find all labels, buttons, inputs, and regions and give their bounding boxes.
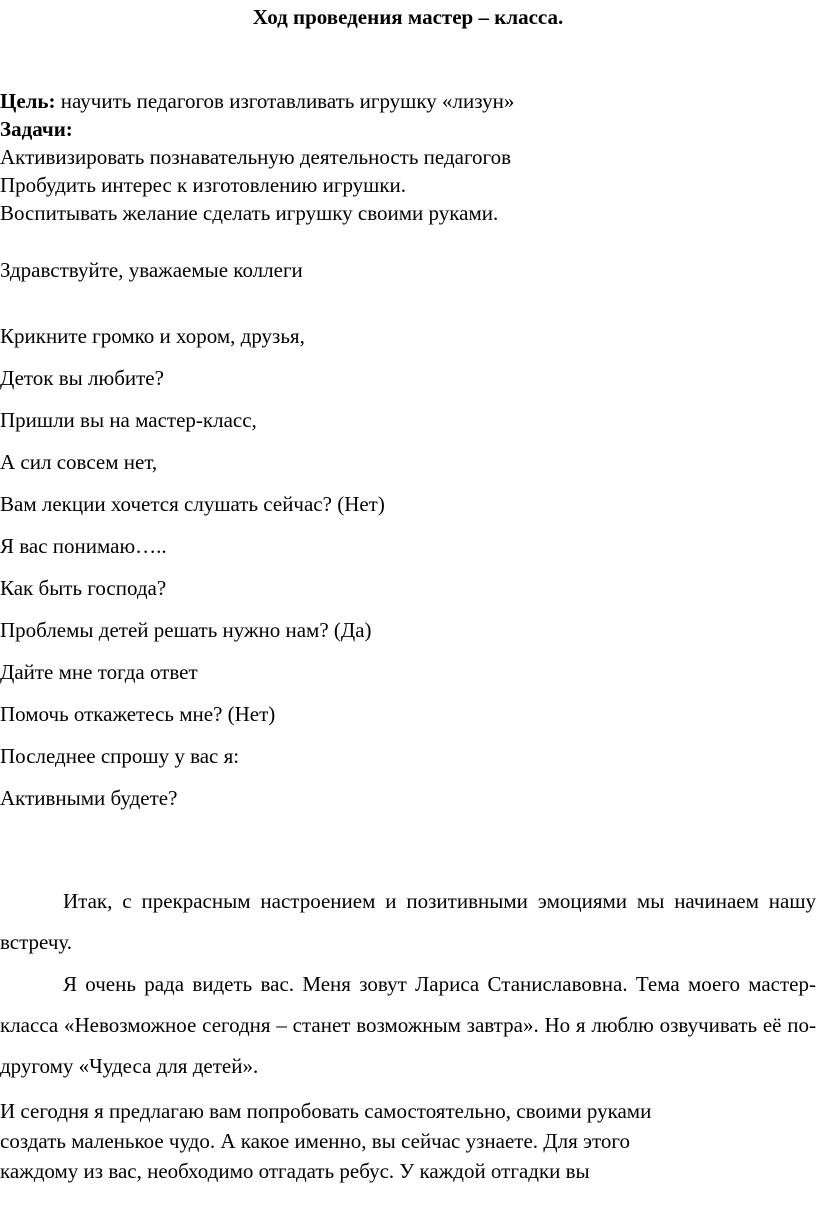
poem-line: Помочь откажетесь мне? (Нет) <box>0 702 276 726</box>
poem-line: Последнее спрошу у вас я: <box>0 744 240 768</box>
task-item: Активизировать познавательную деятельность педагогов <box>0 145 512 169</box>
poem-line: Я вас понимаю….. <box>0 534 167 558</box>
poem-line: Активными будете? <box>0 786 178 810</box>
document-title: Ход проведения мастер – класса. <box>252 5 564 29</box>
poem-line: Дайте мне тогда ответ <box>0 660 198 684</box>
paragraph-intro: Итак, с прекрасным настроением и позитивными эмоциями мы начинаем нашу встречу. <box>0 889 816 954</box>
goal-text: научить педагогов изготавливать игрушку «лизун» <box>55 89 515 113</box>
poem-line: Пришли вы на мастер-класс, <box>0 408 257 432</box>
task-item: Пробудить интерес к изготовлению игрушки. <box>0 173 407 197</box>
poem <box>0 322 816 826</box>
goal-label: Цель: <box>0 89 56 113</box>
poem-line: Деток вы любите? <box>0 366 164 390</box>
paragraph-topic: Я очень рада видеть вас. Меня зовут Лариса Станиславовна. Тема моего мастер-класса «Невозможное сегодня – станет возможным завтра». Но я люблю озвучивать её по-другому «Чудеса для детей». <box>0 972 816 1078</box>
poem-line: А сил совсем нет, <box>0 450 158 474</box>
poem-line: Вам лекции хочется слушать сейчас? (Нет) <box>0 492 385 516</box>
goals-section <box>0 87 816 227</box>
task-item: Воспитывать желание сделать игрушку своими руками. <box>0 201 499 225</box>
paragraph-task-line: каждому из вас, необходимо отгадать ребус. У каждой отгадки вы <box>0 1159 590 1183</box>
goal-line <box>0 87 816 115</box>
paragraph-task-line: И сегодня я предлагаю вам попробовать самостоятельно, своими руками <box>0 1099 652 1123</box>
greeting-line: Здравствуйте, уважаемые коллеги <box>0 258 303 282</box>
poem-line: Как быть господа? <box>0 576 167 600</box>
poem-line: Крикните громко и хором, друзья, <box>0 324 305 348</box>
paragraph-task <box>0 1096 816 1186</box>
poem-line: Проблемы детей решать нужно нам? (Да) <box>0 618 372 642</box>
paragraph-task-line: создать маленькое чудо. А какое именно, вы сейчас узнаете. Для этого <box>0 1129 631 1153</box>
tasks-label: Задачи: <box>0 117 73 141</box>
